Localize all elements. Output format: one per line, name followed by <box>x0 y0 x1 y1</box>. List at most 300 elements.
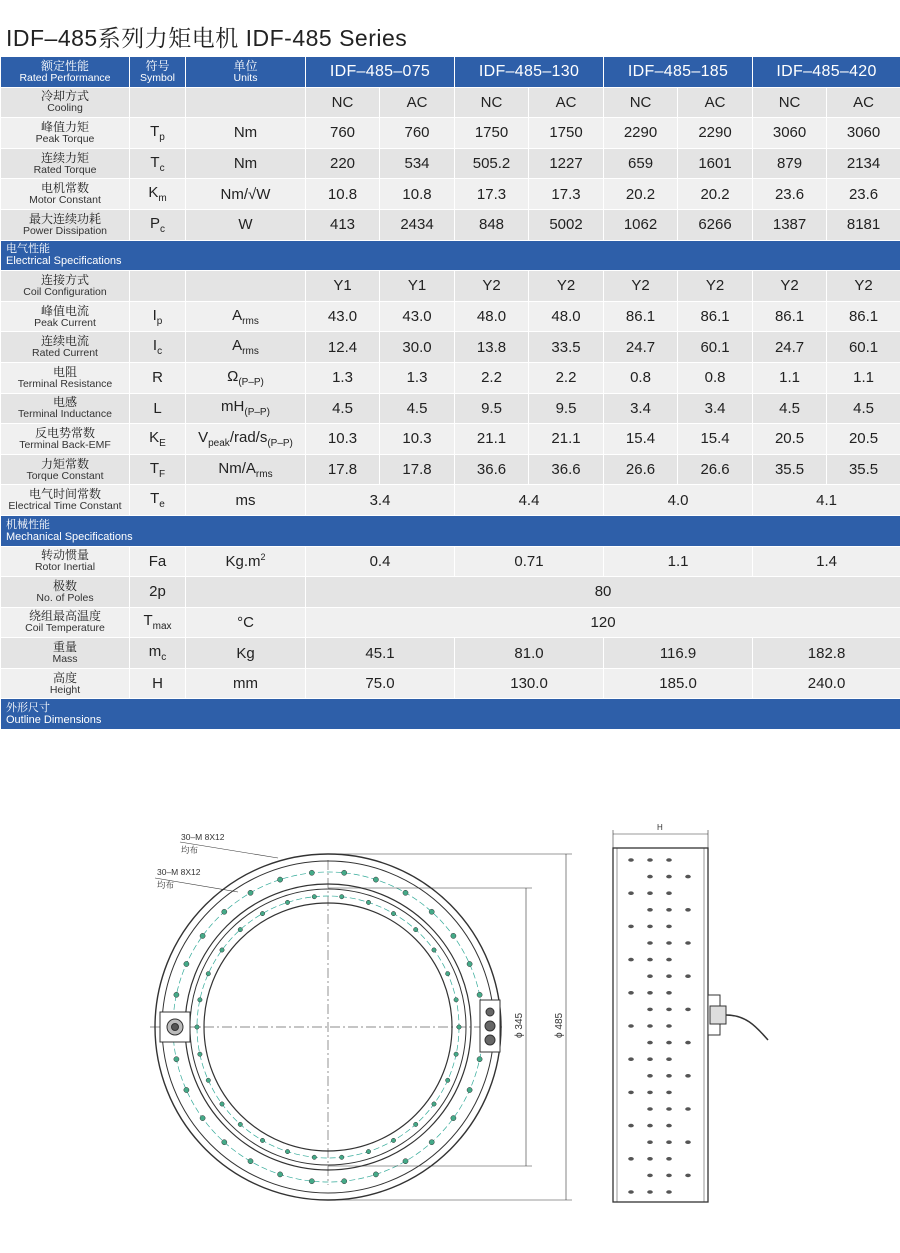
mounting-hole <box>454 998 458 1002</box>
symbol-cell <box>130 546 186 577</box>
mounting-hole <box>278 877 283 882</box>
value-cell: 4.5 <box>827 393 900 424</box>
side-hole <box>666 1157 672 1161</box>
symbol-cell <box>130 424 186 455</box>
model-header: IDF–485–185 <box>604 57 753 88</box>
side-hole <box>666 1190 672 1194</box>
mounting-hole <box>174 992 179 997</box>
value-cell: 1.1 <box>827 362 900 393</box>
unit-cell <box>186 209 306 240</box>
symbol-text: R <box>152 369 163 387</box>
mounting-hole <box>454 1052 458 1056</box>
callout-inner: 30–M 8X12 <box>157 867 201 877</box>
mounting-hole <box>285 1149 289 1153</box>
value-cell: 20.2 <box>604 179 678 210</box>
dim-outer-diameter: ϕ 485 <box>554 1012 565 1038</box>
unit-cell <box>186 118 306 149</box>
side-hole <box>666 925 672 929</box>
symbol-cell <box>130 607 186 638</box>
mounting-hole <box>206 1078 210 1082</box>
label-cn: 连续电流 <box>40 334 89 349</box>
parameter-label <box>1 546 130 577</box>
header-symbol <box>130 57 186 88</box>
value-cell: 2290 <box>678 118 753 149</box>
section-electrical <box>1 240 900 271</box>
section-outline <box>1 699 900 730</box>
side-view <box>613 830 768 1202</box>
side-hole <box>685 1041 691 1045</box>
value-cell: 21.1 <box>529 424 604 455</box>
label-en: Units <box>233 71 258 84</box>
mounting-hole <box>206 972 210 976</box>
side-hole <box>647 1190 653 1194</box>
mounting-hole <box>312 1155 316 1159</box>
value-cell: 86.1 <box>678 301 753 332</box>
side-hole <box>666 1174 672 1178</box>
value-cell: 116.9 <box>604 638 753 669</box>
side-hole <box>685 1074 691 1078</box>
value-cell: 3.4 <box>306 485 455 516</box>
mounting-hole <box>432 948 436 952</box>
mounting-hole <box>477 1057 482 1062</box>
symbol-subscript: e <box>159 499 165 511</box>
value-cell: 17.3 <box>529 179 604 210</box>
symbol-subscript: p <box>156 315 163 327</box>
unit-cell <box>186 301 306 332</box>
label-cn: 电感 <box>52 395 77 410</box>
side-hole <box>666 1091 672 1095</box>
value-cell: 6266 <box>678 209 753 240</box>
model-header: IDF–485–075 <box>306 57 455 88</box>
symbol-text: T <box>149 459 160 477</box>
side-hole <box>666 1041 672 1045</box>
label-en: Cooling <box>47 102 83 115</box>
unit-text: Nm <box>233 124 258 142</box>
symbol-cell <box>130 393 186 424</box>
symbol-subscript: c <box>157 346 163 358</box>
side-hole <box>647 891 653 895</box>
value-cell: 9.5 <box>455 393 529 424</box>
side-hole <box>647 1124 653 1128</box>
side-hole <box>685 875 691 879</box>
unit-cell <box>186 148 306 179</box>
value-cell: 8181 <box>827 209 900 240</box>
unit-subscript: peak <box>208 437 230 449</box>
header-row <box>1 57 900 88</box>
label-cn: 重量 <box>52 640 77 655</box>
value-cell: 75.0 <box>306 668 455 699</box>
value-cell: Y2 <box>678 271 753 302</box>
mounting-hole <box>414 927 418 931</box>
section-en: Mechanical Specifications <box>6 530 133 543</box>
unit-cell <box>186 179 306 210</box>
side-hole <box>666 1140 672 1144</box>
unit-text: Ω <box>227 367 239 385</box>
side-hole <box>685 941 691 945</box>
value-cell: 1387 <box>753 209 827 240</box>
value-cell: 15.4 <box>678 424 753 455</box>
mounting-hole <box>174 1057 179 1062</box>
mounting-hole <box>467 1087 472 1092</box>
mounting-hole <box>340 895 344 899</box>
symbol-subscript: F <box>159 468 166 480</box>
value-cell: 48.0 <box>529 301 604 332</box>
unit-subscript: rms <box>242 315 259 327</box>
value-cell: 4.5 <box>753 393 827 424</box>
value-cell: 43.0 <box>306 301 380 332</box>
value-cell: 413 <box>306 209 380 240</box>
spec-row <box>1 209 900 240</box>
value-cell: 505.2 <box>455 148 529 179</box>
mounting-hole <box>278 1172 283 1177</box>
value-cell: 48.0 <box>455 301 529 332</box>
side-hole <box>647 1140 653 1144</box>
spec-row <box>1 393 900 424</box>
label-en: Rated Performance <box>19 71 111 84</box>
spec-row <box>1 87 900 118</box>
value-cell: 10.8 <box>306 179 380 210</box>
unit-subscript: rms <box>255 468 273 480</box>
value-cell: 81.0 <box>455 638 604 669</box>
mounting-hole <box>260 911 264 915</box>
dim-height: H <box>657 823 663 832</box>
mounting-hole <box>309 870 314 875</box>
value-cell: 35.5 <box>753 454 827 485</box>
unit-text: Nm/A <box>218 459 256 477</box>
mounting-hole <box>373 877 378 882</box>
mounting-hole <box>248 890 253 895</box>
mounting-hole <box>391 1138 395 1142</box>
label-cn: 连接方式 <box>40 272 89 287</box>
unit-subscript: rms <box>242 346 259 358</box>
value-cell: 33.5 <box>529 332 604 363</box>
label-en: Power Dissipation <box>22 224 108 237</box>
value-cell: 80 <box>306 577 900 608</box>
side-hole <box>666 1074 672 1078</box>
label-en: Symbol <box>139 71 175 84</box>
spec-row <box>1 607 900 638</box>
label-cn: 单位 <box>233 58 258 73</box>
mounting-hole <box>446 1078 450 1082</box>
mounting-hole <box>200 1116 205 1121</box>
value-cell: 848 <box>455 209 529 240</box>
value-cell: 26.6 <box>604 454 678 485</box>
label-en: Terminal Resistance <box>17 377 113 390</box>
symbol-cell <box>130 362 186 393</box>
unit-text: mH <box>221 398 245 416</box>
parameter-label <box>1 424 130 455</box>
unit-subscript: (P–P) <box>244 407 270 419</box>
parameter-label <box>1 577 130 608</box>
unit-text: °C <box>237 613 254 631</box>
value-cell: 10.3 <box>306 424 380 455</box>
side-hole <box>647 908 653 912</box>
mounting-hole <box>340 1155 344 1159</box>
label-en: Rated Torque <box>33 163 97 176</box>
value-cell: Y1 <box>306 271 380 302</box>
side-hole <box>685 908 691 912</box>
unit-text: V <box>198 428 209 446</box>
parameter-label <box>1 362 130 393</box>
unit-superscript: 2 <box>260 552 266 563</box>
header-units <box>186 57 306 88</box>
value-cell: AC <box>678 87 753 118</box>
value-cell: 15.4 <box>604 424 678 455</box>
value-cell: NC <box>455 87 529 118</box>
symbol-cell <box>130 638 186 669</box>
value-cell: 10.8 <box>380 179 455 210</box>
label-en: Torque Constant <box>26 469 104 482</box>
mounting-hole <box>248 1159 253 1164</box>
unit-cell <box>186 393 306 424</box>
value-cell: 17.8 <box>306 454 380 485</box>
side-hole <box>628 958 634 962</box>
unit-cell <box>186 485 306 516</box>
mounting-hole <box>312 895 316 899</box>
value-cell: 36.6 <box>455 454 529 485</box>
value-cell: 659 <box>604 148 678 179</box>
mounting-hole <box>238 1122 242 1126</box>
label-cn: 绕组最高温度 <box>28 609 101 624</box>
unit-text: A <box>232 337 243 355</box>
symbol-cell <box>130 577 186 608</box>
label-cn: 电气时间常数 <box>28 487 101 502</box>
symbol-text: T <box>150 153 160 171</box>
mounting-hole <box>429 909 434 914</box>
side-hole <box>628 1057 634 1061</box>
side-hole <box>647 1091 653 1095</box>
section-en: Outline Dimensions <box>6 714 102 727</box>
value-cell: 0.71 <box>455 546 604 577</box>
unit-text: ms <box>235 491 256 509</box>
mounting-hole <box>391 911 395 915</box>
page-title: IDF–485系列力矩电机 IDF-485 Series <box>6 25 408 51</box>
parameter-label <box>1 148 130 179</box>
parameter-label <box>1 301 130 332</box>
value-cell: 10.3 <box>380 424 455 455</box>
side-hole <box>666 875 672 879</box>
spec-table <box>0 56 900 730</box>
value-cell: 1227 <box>529 148 604 179</box>
value-cell: 20.5 <box>827 424 900 455</box>
symbol-text: K <box>149 428 160 446</box>
unit-text: Nm/√W <box>220 185 271 203</box>
mounting-hole <box>467 961 472 966</box>
value-cell: Y2 <box>529 271 604 302</box>
value-cell: Y2 <box>455 271 529 302</box>
unit-text-2: /rad/s <box>229 428 268 446</box>
symbol-cell <box>130 118 186 149</box>
unit-cell <box>186 638 306 669</box>
symbol-cell <box>130 271 186 302</box>
unit-text: mm <box>233 675 258 693</box>
unit-text: W <box>238 216 253 234</box>
unit-subscript: (P–P) <box>238 376 264 388</box>
parameter-label <box>1 485 130 516</box>
model-header: IDF–485–130 <box>455 57 604 88</box>
value-cell: 86.1 <box>827 301 900 332</box>
value-cell: 220 <box>306 148 380 179</box>
value-cell: 60.1 <box>678 332 753 363</box>
value-cell: 2134 <box>827 148 900 179</box>
side-hole <box>666 1008 672 1012</box>
callout-outer-cn: 均布 <box>181 845 199 855</box>
side-hole <box>647 974 653 978</box>
symbol-cell <box>130 87 186 118</box>
spec-row <box>1 546 900 577</box>
label-en: Peak Torque <box>35 132 95 145</box>
value-cell: 9.5 <box>529 393 604 424</box>
spec-row <box>1 454 900 485</box>
value-cell: 86.1 <box>753 301 827 332</box>
header-rated-performance <box>1 57 130 88</box>
mounting-hole <box>477 992 482 997</box>
side-hole <box>628 1190 634 1194</box>
parameter-label <box>1 668 130 699</box>
symbol-cell <box>130 301 186 332</box>
symbol-text: Fa <box>148 552 167 570</box>
value-cell: 1601 <box>678 148 753 179</box>
side-hole <box>647 941 653 945</box>
value-cell: 4.5 <box>306 393 380 424</box>
value-cell: 534 <box>380 148 455 179</box>
value-cell: 120 <box>306 607 900 638</box>
label-cn: 电机常数 <box>40 181 89 196</box>
label-cn: 连续力矩 <box>40 150 89 165</box>
mounting-hole <box>451 933 456 938</box>
mounting-hole <box>366 900 370 904</box>
section-label <box>1 699 900 730</box>
mounting-hole <box>184 961 189 966</box>
symbol-text: L <box>153 399 162 417</box>
label-en: Height <box>49 683 81 696</box>
spec-row <box>1 301 900 332</box>
side-hole <box>628 925 634 929</box>
unit-subscript-2: (P–P) <box>267 437 293 449</box>
mounting-hole <box>429 1140 434 1145</box>
value-cell: 1750 <box>455 118 529 149</box>
side-hole <box>647 925 653 929</box>
side-hole <box>666 974 672 978</box>
value-cell: 0.4 <box>306 546 455 577</box>
mounting-hole <box>238 927 242 931</box>
symbol-text: T <box>143 612 153 630</box>
value-cell: 4.5 <box>380 393 455 424</box>
unit-text: A <box>232 306 243 324</box>
side-hole <box>628 1124 634 1128</box>
section-mechanical <box>1 515 900 546</box>
callout-outer: 30–M 8X12 <box>181 832 225 842</box>
side-hole <box>647 991 653 995</box>
mounting-hole <box>220 948 224 952</box>
front-view <box>150 842 572 1200</box>
unit-cell <box>186 332 306 363</box>
side-hole <box>647 875 653 879</box>
value-cell: 1.1 <box>753 362 827 393</box>
symbol-cell <box>130 179 186 210</box>
label-en: Mass <box>52 653 78 666</box>
side-hole <box>647 1057 653 1061</box>
unit-text: Kg.m <box>225 553 261 571</box>
side-hole <box>628 1024 634 1028</box>
mounting-hole <box>373 1172 378 1177</box>
spec-row <box>1 424 900 455</box>
value-cell: Y2 <box>827 271 900 302</box>
mounting-hole <box>414 1122 418 1126</box>
label-en: Coil Temperature <box>25 622 105 635</box>
side-hole <box>666 1124 672 1128</box>
mounting-hole <box>222 909 227 914</box>
value-cell: 12.4 <box>306 332 380 363</box>
side-hole <box>666 941 672 945</box>
value-cell: 760 <box>380 118 455 149</box>
side-hole <box>685 1107 691 1111</box>
symbol-cell <box>130 668 186 699</box>
spec-row <box>1 179 900 210</box>
symbol-subscript: c <box>160 223 165 235</box>
mounting-hole <box>200 933 205 938</box>
label-en: No. of Poles <box>36 591 94 604</box>
mounting-hole <box>432 1102 436 1106</box>
side-hole <box>666 1057 672 1061</box>
parameter-label <box>1 607 130 638</box>
value-cell: 240.0 <box>753 668 900 699</box>
value-cell: 30.0 <box>380 332 455 363</box>
unit-text: Kg <box>236 644 255 662</box>
label-en: Terminal Inductance <box>18 408 112 421</box>
symbol-cell <box>130 209 186 240</box>
label-cn: 峰值电流 <box>40 303 89 318</box>
symbol-subscript: max <box>152 621 172 633</box>
value-cell: 17.3 <box>455 179 529 210</box>
outline-drawing <box>0 800 900 1253</box>
value-cell: 13.8 <box>455 332 529 363</box>
side-hole <box>628 991 634 995</box>
symbol-text: 2p <box>149 583 166 601</box>
label-en: Peak Current <box>34 316 96 329</box>
label-cn: 反电势常数 <box>34 425 95 440</box>
parameter-label <box>1 393 130 424</box>
section-cn: 外形尺寸 <box>6 702 50 715</box>
value-cell: 185.0 <box>604 668 753 699</box>
spec-row <box>1 271 900 302</box>
parameter-label <box>1 87 130 118</box>
mounting-hole <box>457 1025 461 1029</box>
label-en: Coil Configuration <box>23 285 107 298</box>
unit-cell <box>186 424 306 455</box>
side-hole <box>647 1041 653 1045</box>
symbol-cell <box>130 148 186 179</box>
value-cell: AC <box>380 87 455 118</box>
section-en: Electrical Specifications <box>6 255 122 268</box>
unit-cell <box>186 362 306 393</box>
side-hole <box>666 1024 672 1028</box>
spec-row <box>1 118 900 149</box>
side-hole <box>628 858 634 862</box>
value-cell: 2.2 <box>529 362 604 393</box>
mounting-hole <box>220 1102 224 1106</box>
label-cn: 额定性能 <box>40 58 89 73</box>
value-cell: 86.1 <box>604 301 678 332</box>
dim-inner-diameter: ϕ 345 <box>514 1012 525 1038</box>
label-en: Rated Current <box>32 347 98 360</box>
side-hole <box>647 1174 653 1178</box>
mounting-hole <box>366 1149 370 1153</box>
label-cn: 转动惯量 <box>40 548 89 563</box>
parameter-label <box>1 271 130 302</box>
section-cn: 机械性能 <box>6 518 50 531</box>
value-cell: 1750 <box>529 118 604 149</box>
